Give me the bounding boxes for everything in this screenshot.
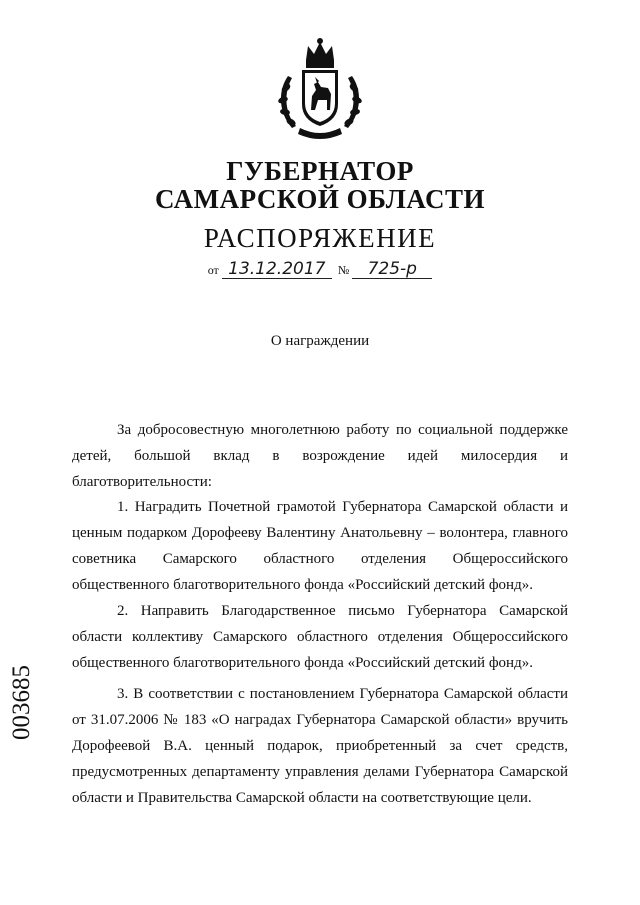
- body-paragraph-2: 2. Направить Благодарственное письмо Губернатора Самарской области коллективу Самарского областного отделения Общероссийского общественного благотворительного фонда «Российский детский фонд».: [72, 603, 568, 671]
- document-type: РАСПОРЯЖЕНИЕ: [203, 223, 437, 253]
- authority-title-line2: САМАРСКОЙ ОБЛАСТИ: [154, 184, 486, 214]
- number-prefix: №: [337, 263, 350, 277]
- body-paragraph-3: 3. В соответствии с постановлением Губернатора Самарской области от 31.07.2006 № 183 «О наградах Губернатора Самарской области» вручить Дорофеевой В.А. ценный подарок, приобретенный за счет средств, предусмотренных департаменту управления делами Губернатора Самарской области и Правительства Самарской области на соответствующие цели.: [72, 686, 568, 806]
- date-value: 13.12.2017: [222, 260, 332, 279]
- date-prefix: от: [207, 263, 219, 277]
- body-paragraph-intro: За добросовестную многолетнюю работу по социальной поддержке детей, большой вклад в возрождение идей милосердия и благотворительности:: [72, 422, 568, 490]
- authority-title-line1: ГУБЕРНАТОР: [226, 156, 414, 186]
- body-paragraph-1: 1. Наградить Почетной грамотой Губернатора Самарской области и ценным подарком Дорофееву Валентину Анатольевну – волонтера, главного советника Самарского областного отделения Общероссийского общественного благотворительного фонда «Российский детский фонд».: [72, 499, 568, 593]
- margin-registration-number: 003685: [8, 665, 35, 740]
- number-value: 725-р: [352, 260, 432, 279]
- coat-of-arms-icon: [274, 38, 366, 140]
- document-subject: О награждении: [270, 333, 370, 349]
- date-number-line: [0, 260, 640, 280]
